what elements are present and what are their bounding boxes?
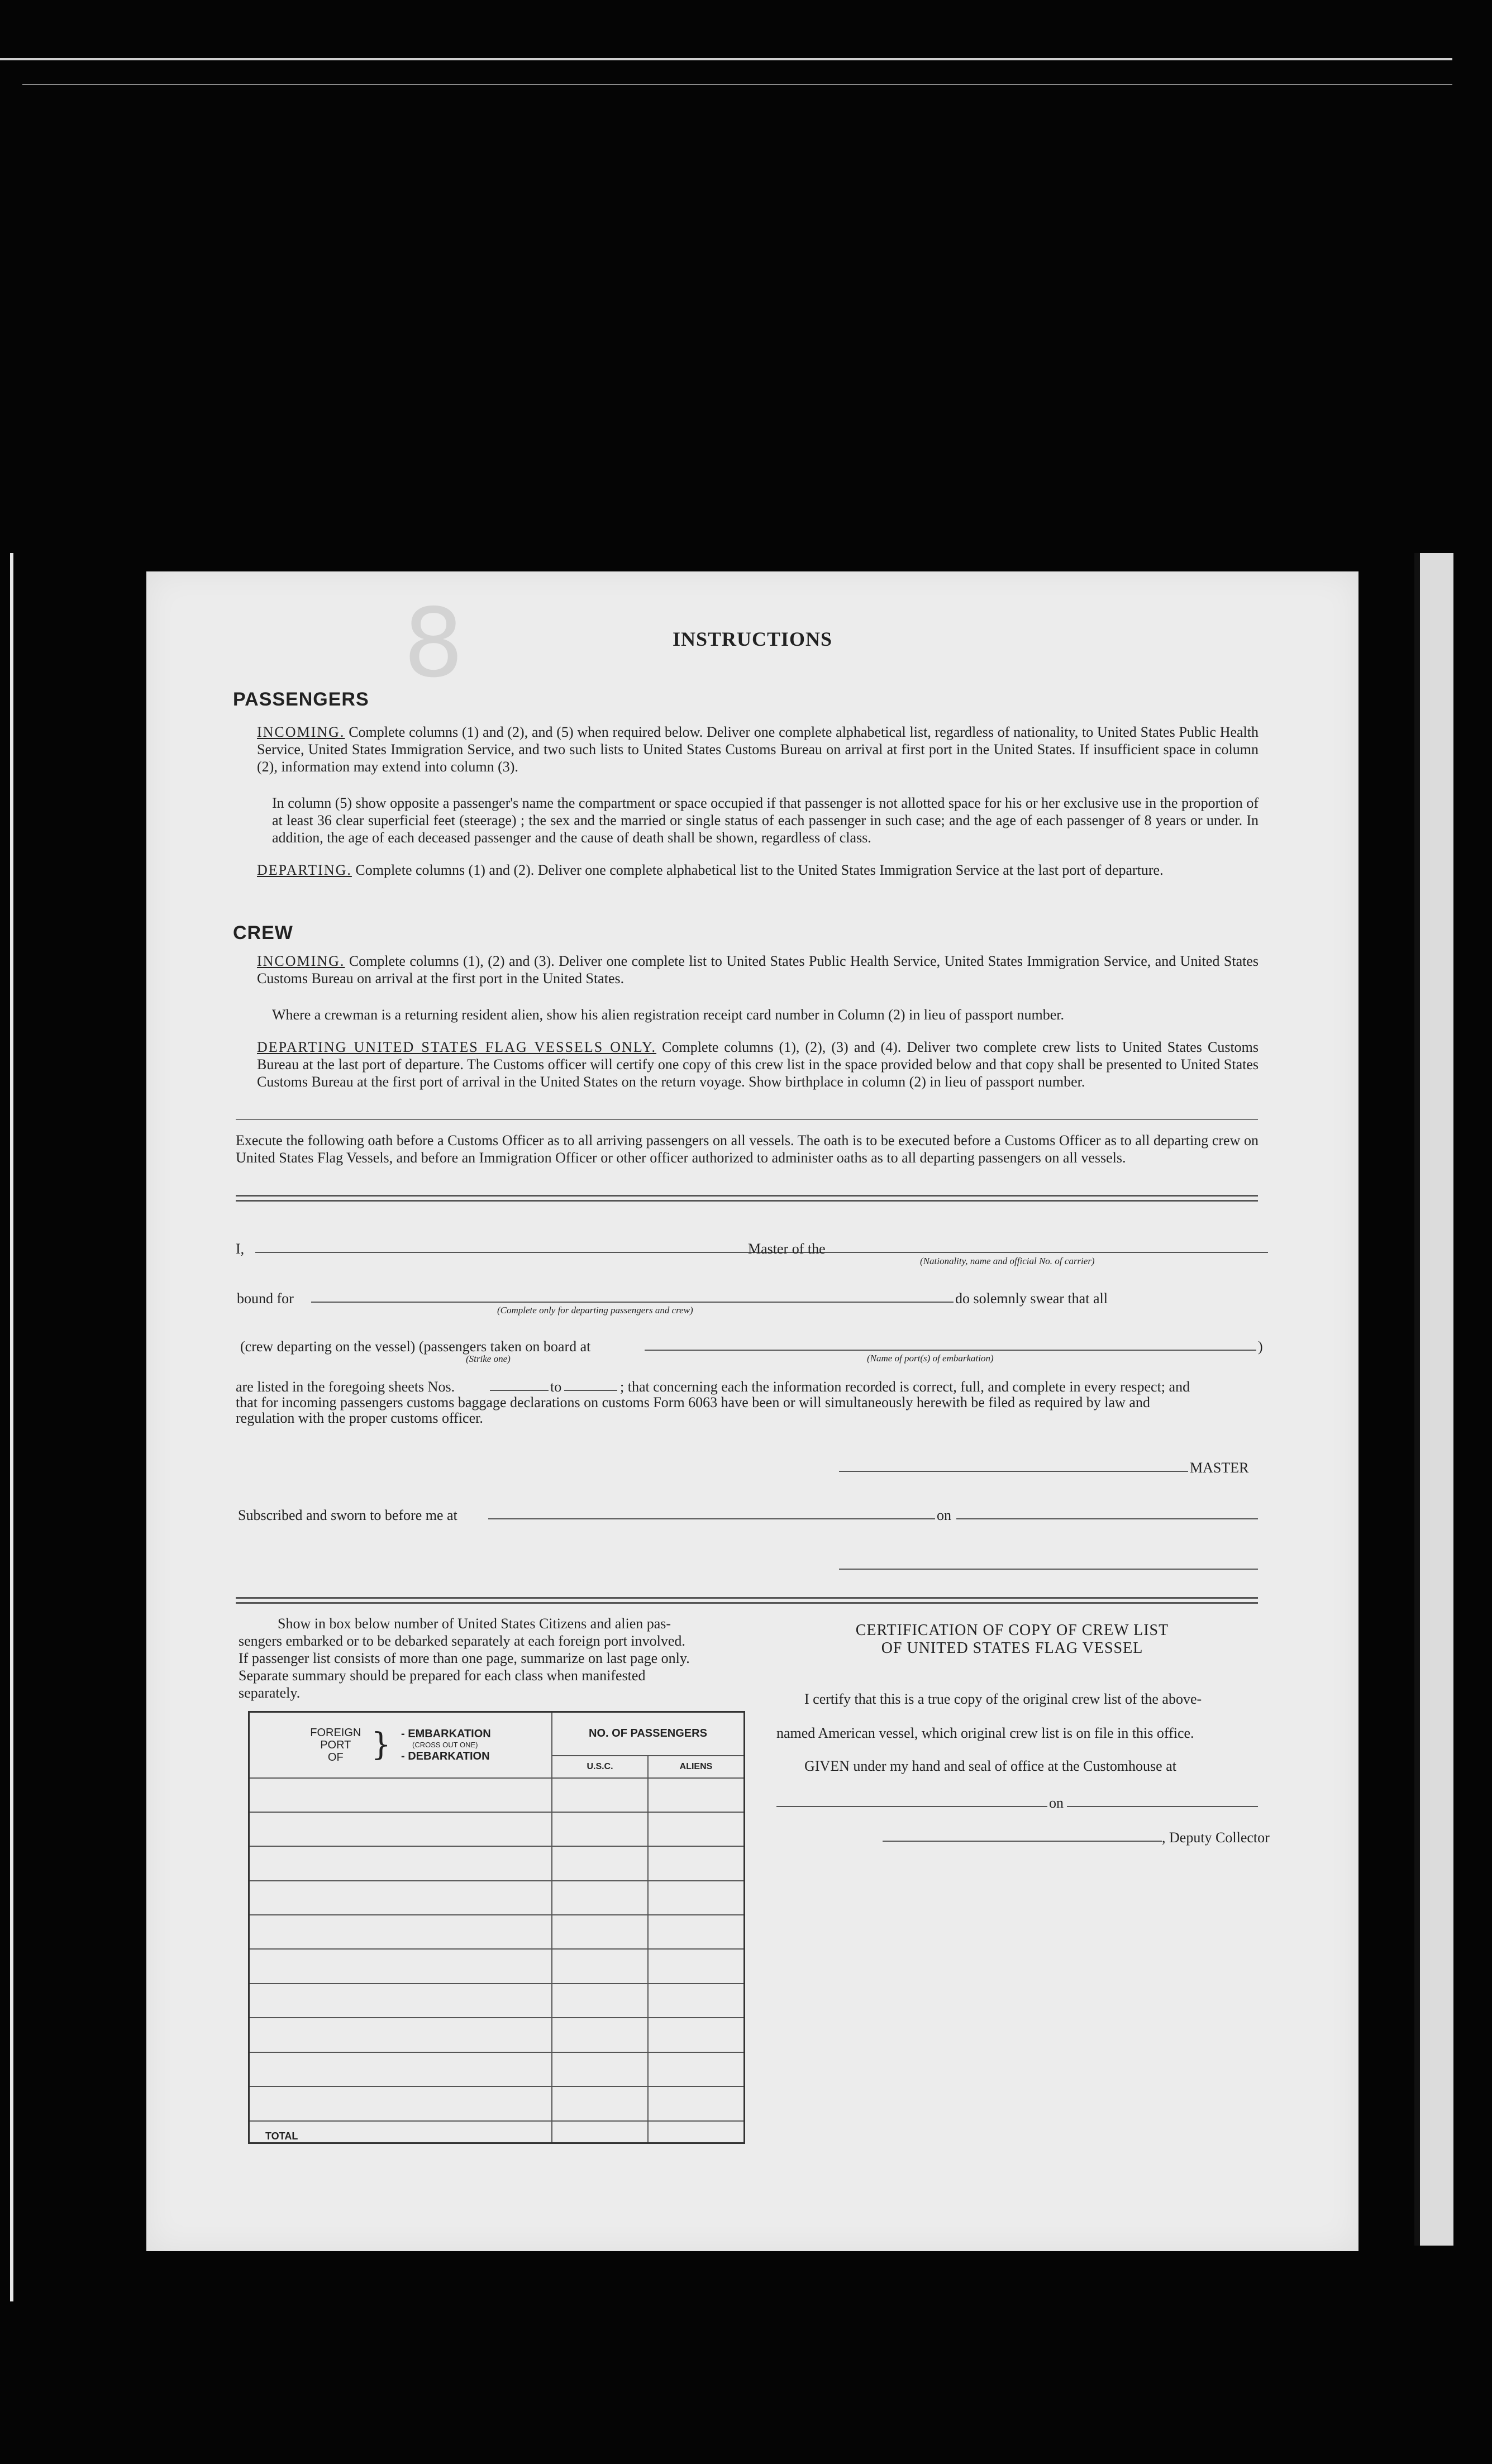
- usc-cell[interactable]: [552, 2018, 648, 2052]
- adjacent-page-strip: [1420, 553, 1453, 2246]
- deputy-signature-field[interactable]: [883, 1841, 1162, 1842]
- cert-given: GIVEN under my hand and seal of office at the Customhouse at: [804, 1758, 1176, 1774]
- passenger-summary-table: [248, 1711, 745, 2144]
- scan-frame-right-edge: [1414, 553, 1420, 2246]
- sworn-date-field[interactable]: [956, 1518, 1258, 1519]
- aliens-cell[interactable]: [648, 2086, 745, 2120]
- summary-note-line-1: Show in box below number of United States Citizens and alien pas-: [278, 1615, 671, 1632]
- table-row: [249, 2018, 745, 2052]
- table-row: [249, 1812, 745, 1846]
- crew-heading: CREW: [233, 922, 293, 943]
- oath-intro: Execute the following oath before a Customs Officer as to all arriving passengers on all vessels. The oath is to be executed before a Customs Officer as to all departing crew on United States Flag Vessels, and before an Immigration Officer or other officer authorized to administer oaths as to all departing passengers on all vessels.: [236, 1132, 1259, 1166]
- cert-date-field[interactable]: [1067, 1806, 1258, 1807]
- crew-departing: [257, 1038, 1259, 1090]
- total-row: [249, 2121, 745, 2143]
- oath-listed-b: ; that concerning each the information recorded is correct, full, and complete in every respect; and: [620, 1379, 1190, 1395]
- passengers-incoming: [257, 723, 1259, 775]
- passengers-heading: PASSENGERS: [233, 689, 369, 710]
- oath-listed-to: to: [550, 1379, 562, 1395]
- header-cross-out: (CROSS OUT ONE): [412, 1740, 478, 1749]
- oath-crew-departing: (crew departing on the vessel) (passengers taken on board at: [240, 1338, 591, 1355]
- port-cell[interactable]: [249, 1812, 552, 1846]
- table-row: [249, 1915, 745, 1949]
- summary-note-line-3: If passenger list consists of more than one page, summarize on last page only.: [239, 1650, 690, 1666]
- page-title: INSTRUCTIONS: [672, 628, 833, 650]
- pencil-mark: 8: [403, 588, 464, 699]
- crew-departing-text: Complete columns (1), (2), (3) and (4). Deliver two complete crew lists to United States Customs Bureau at the last port of departure. The Customs officer will certify one copy of this crew list in the space provided below and that copy shall be presented to United States Customs Bureau at the first port of arrival in the United States on the return voyage. Show birthplace in column (2) in lieu of passport number.: [257, 1039, 1259, 1090]
- header-foreign: FOREIGN: [310, 1726, 361, 1739]
- table-row: [249, 1949, 745, 1983]
- cert-title-2: OF UNITED STATES FLAG VESSEL: [881, 1640, 1143, 1657]
- usc-cell[interactable]: [552, 1949, 648, 1983]
- oath-subscribed: Subscribed and sworn to before me at: [238, 1507, 457, 1523]
- usc-cell[interactable]: [552, 1881, 648, 1915]
- cert-on: on: [1049, 1795, 1064, 1811]
- summary-note-line-4: Separate summary should be prepared for each class when manifested: [239, 1667, 646, 1684]
- usc-header: U.S.C.: [552, 1756, 648, 1778]
- bound-note: (Complete only for departing passengers and crew): [497, 1305, 693, 1316]
- double-divider: [236, 1195, 1258, 1202]
- table-row: [249, 2086, 745, 2120]
- cert-line-1: I certify that this is a true copy of the original crew list of the above-: [804, 1691, 1202, 1707]
- aliens-cell[interactable]: [648, 1778, 745, 1812]
- usc-cell[interactable]: [552, 1915, 648, 1949]
- port-cell[interactable]: [249, 1984, 552, 2018]
- crew-departing-label: DEPARTING UNITED STATES FLAG VESSELS ONLY.: [257, 1039, 657, 1055]
- cert-deputy: , Deputy Collector: [1162, 1829, 1270, 1846]
- port-cell[interactable]: [249, 1881, 552, 1915]
- oath-on: on: [937, 1507, 951, 1523]
- table-row: [249, 1846, 745, 1880]
- table-row: [249, 2052, 745, 2086]
- strike-one-note: (Strike one): [466, 1353, 511, 1364]
- port-cell[interactable]: [249, 1949, 552, 1983]
- aliens-cell[interactable]: [648, 1949, 745, 1983]
- aliens-cell[interactable]: [648, 2018, 745, 2052]
- header-debarkation: - DEBARKATION: [401, 1750, 490, 1762]
- scan-border-top: [0, 58, 1452, 60]
- port-header-cell: [249, 1712, 552, 1778]
- crew-incoming-text: Complete columns (1), (2) and (3). Deliver one complete list to United States Public Health Service, United States Immigration Service, and United States Customs Bureau on arrival at the first port in the United States.: [257, 953, 1259, 986]
- usc-cell[interactable]: [552, 2052, 648, 2086]
- summary-note: [239, 1615, 744, 1702]
- usc-cell[interactable]: [552, 1812, 648, 1846]
- cert-line-2: named American vessel, which original crew list is on file in this office.: [776, 1725, 1194, 1741]
- oath-master-of-the: Master of the: [748, 1241, 826, 1257]
- double-divider-2: [236, 1597, 1258, 1604]
- embarkation-ports-field[interactable]: [645, 1350, 1256, 1351]
- passengers-departing: [257, 861, 1259, 879]
- port-cell[interactable]: [249, 2086, 552, 2120]
- port-cell[interactable]: [249, 1915, 552, 1949]
- passengers-incoming-text: Complete columns (1) and (2), and (5) when required below. Deliver one complete alphabetical list, regardless of nationality, to United States Public Health Service, United States Immigration Service, and two such lists to United States Customs Bureau on arrival at first port in the United States. If insufficient space in column (2), information may extend into column (3).: [257, 724, 1259, 775]
- divider: [236, 1119, 1258, 1120]
- oath-listed-a: are listed in the foregoing sheets Nos.: [236, 1379, 455, 1395]
- aliens-total-cell[interactable]: [648, 2121, 745, 2143]
- port-cell[interactable]: [249, 2052, 552, 2086]
- usc-cell[interactable]: [552, 1778, 648, 1812]
- aliens-cell[interactable]: [648, 1881, 745, 1915]
- scan-frame-left: [10, 553, 13, 2301]
- passengers-incoming-label: INCOMING.: [257, 724, 345, 740]
- scan-border-top-inner: [22, 84, 1452, 85]
- port-cell[interactable]: [249, 2018, 552, 2052]
- crew-resident: Where a crewman is a returning resident alien, show his alien registration receipt card number in Column (2) in lieu of passport number.: [272, 1007, 1065, 1023]
- table-row: [249, 1984, 745, 2018]
- port-cell[interactable]: [249, 1846, 552, 1880]
- ports-note: (Name of port(s) of embarkation): [867, 1353, 994, 1364]
- oath-i: I,: [236, 1241, 245, 1257]
- close-paren: ): [1258, 1338, 1263, 1355]
- aliens-cell[interactable]: [648, 1846, 745, 1880]
- oath-bound-for: bound for: [237, 1290, 294, 1307]
- oath-swear: do solemnly swear that all: [955, 1290, 1108, 1307]
- officer-signature-field[interactable]: [839, 1569, 1258, 1570]
- no-of-passengers-header: NO. OF PASSENGERS: [552, 1712, 745, 1756]
- passengers-departing-text: Complete columns (1) and (2). Deliver one complete alphabetical list to the United States Immigration Service at the last port of departure.: [355, 862, 1164, 878]
- passengers-column5: In column (5) show opposite a passenger's name the compartment or space occupied if that passenger is not allotted space for his or her exclusive use in the proportion of at least 36 clear superficial feet (steerage) ; the sex and the married or single status of each passenger in such case; and the age of each passenger of 8 years or under. In addition, the age of each deceased passenger and the cause of death shall be shown, regardless of class.: [272, 795, 1259, 846]
- aliens-header: ALIENS: [648, 1756, 745, 1778]
- header-port: PORT: [320, 1738, 351, 1751]
- usc-cell[interactable]: [552, 1846, 648, 1880]
- usc-cell[interactable]: [552, 2086, 648, 2120]
- aliens-cell[interactable]: [648, 1812, 745, 1846]
- master-signature-field[interactable]: [839, 1471, 1188, 1472]
- port-cell[interactable]: [249, 1778, 552, 1812]
- customhouse-field[interactable]: [776, 1806, 1047, 1807]
- aliens-cell[interactable]: [648, 1984, 745, 2018]
- oath-listed-c: that for incoming passengers customs baggage declarations on customs Form 6063 have been or will simultaneously herewith be filed as required by law and: [236, 1394, 1150, 1410]
- sworn-place-field[interactable]: [488, 1518, 935, 1519]
- table-row: [249, 1881, 745, 1915]
- nationality-note: (Nationality, name and official No. of carrier): [920, 1256, 1095, 1266]
- oath-master: MASTER: [1190, 1460, 1249, 1476]
- sheet-from-field[interactable]: [490, 1390, 549, 1391]
- cert-title-1: CERTIFICATION OF COPY OF CREW LIST: [855, 1622, 1169, 1639]
- oath-listed-d: regulation with the proper customs officer.: [236, 1410, 483, 1426]
- usc-cell[interactable]: [552, 1984, 648, 2018]
- brace-icon: }: [371, 1726, 392, 1763]
- summary-note-line-5: separately.: [239, 1685, 301, 1701]
- total-label: TOTAL: [249, 2121, 552, 2143]
- passengers-departing-label: DEPARTING.: [257, 862, 352, 878]
- crew-incoming-label: INCOMING.: [257, 953, 345, 969]
- usc-total-cell[interactable]: [552, 2121, 648, 2143]
- aliens-cell[interactable]: [648, 1915, 745, 1949]
- crew-incoming: [257, 952, 1259, 987]
- bound-for-field[interactable]: [311, 1302, 954, 1303]
- sheet-to-field[interactable]: [564, 1390, 617, 1391]
- document-page: [146, 571, 1358, 2251]
- table-row: [249, 1778, 745, 1812]
- aliens-cell[interactable]: [648, 2052, 745, 2086]
- header-of: OF: [327, 1751, 344, 1764]
- header-embarkation: - EMBARKATION: [401, 1727, 491, 1740]
- carrier-field[interactable]: [838, 1252, 1268, 1253]
- summary-note-line-2: sengers embarked or to be debarked separately at each foreign port involved.: [239, 1633, 685, 1649]
